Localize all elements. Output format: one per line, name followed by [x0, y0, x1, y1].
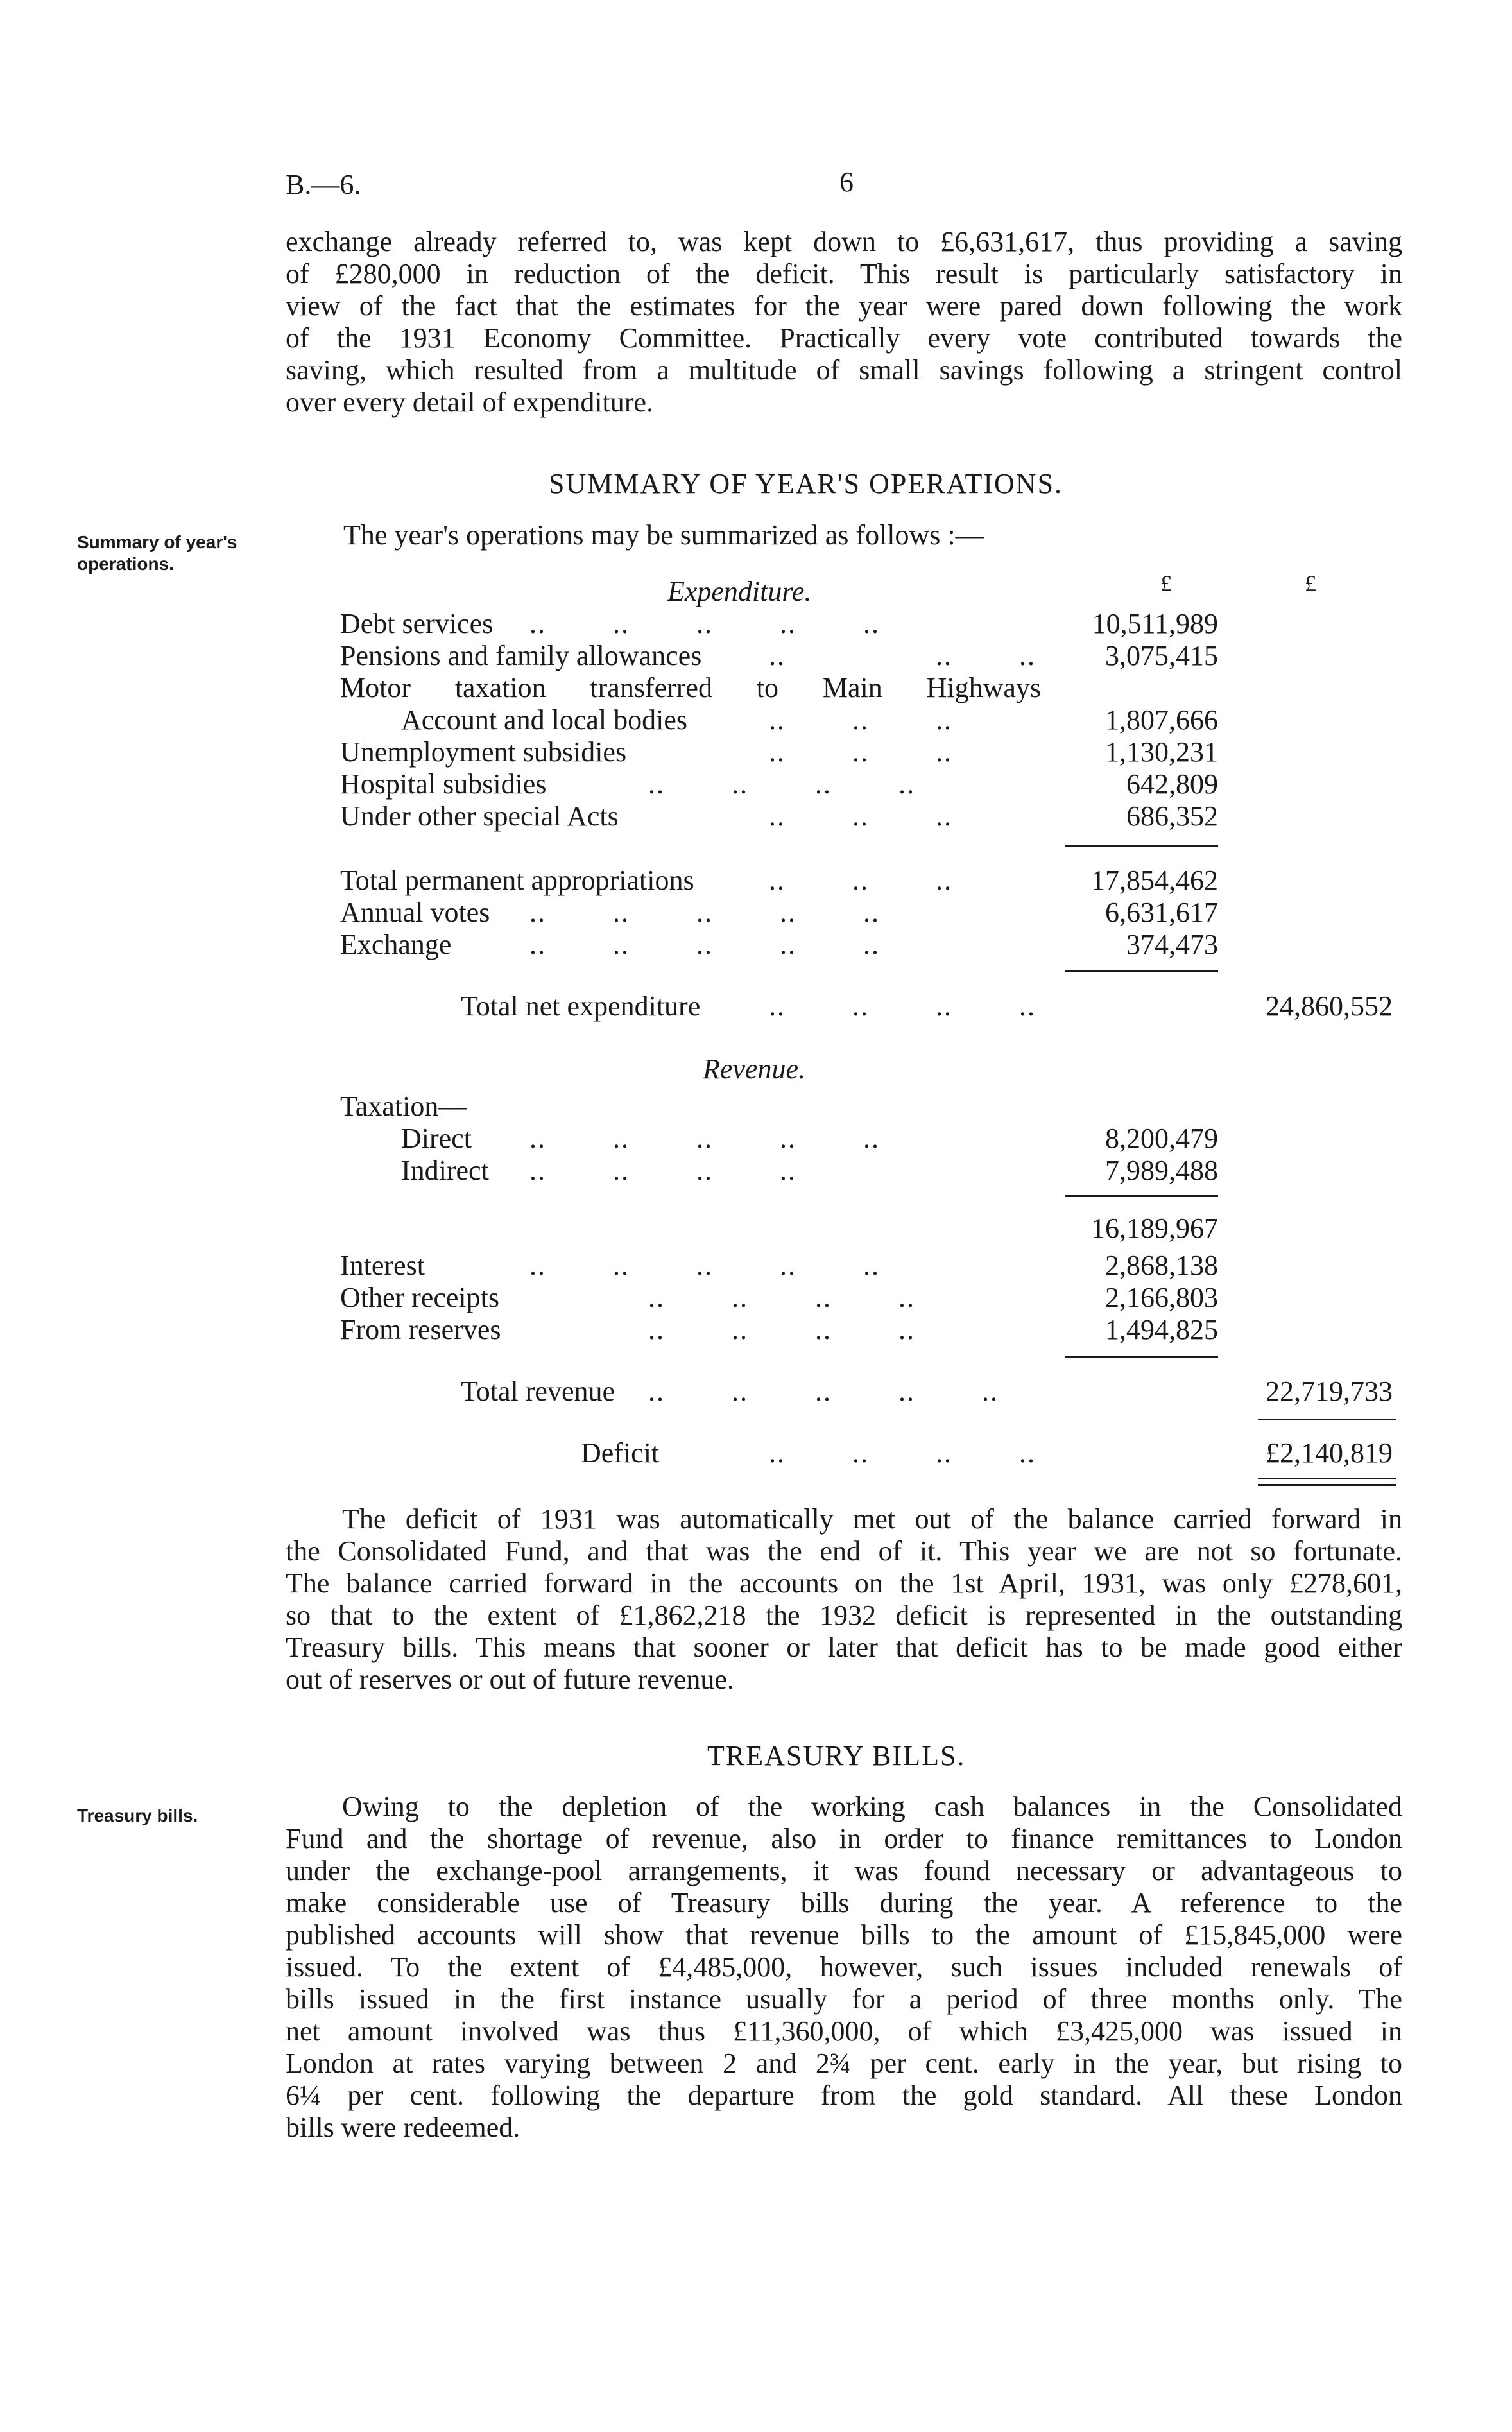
leader-dots: .. .. .. .. .. [529, 1250, 880, 1281]
leader-dots: .. .. .. [769, 800, 952, 832]
page-number: 6 [839, 166, 854, 198]
revenue-heading: Revenue. [703, 1053, 805, 1085]
double-rule-top [1258, 1478, 1396, 1479]
other-receipts-amount: 2,166,803 [1105, 1282, 1218, 1313]
exchange-label: Exchange [340, 929, 452, 960]
interest-amount: 2,868,138 [1105, 1250, 1218, 1281]
document-reference: B.—6. [286, 169, 361, 200]
margin-note-summary: Summary of year's operations. [77, 532, 237, 574]
indirect-label: Indirect [401, 1155, 489, 1186]
text-line: Fund and the shortage of revenue, also in order to finance remittances to London [286, 1823, 1402, 1854]
expenditure-amount: 642,809 [1126, 768, 1218, 800]
text-line: exchange already referred to, was kept down to £6,631,617, thus providing a saving [286, 226, 1402, 257]
text-line: Owing to the depletion of the working cash balances in the Consolidated [342, 1791, 1402, 1822]
from-reserves-amount: 1,494,825 [1105, 1314, 1218, 1345]
leader-dots: .. .. .. [769, 640, 1036, 671]
from-reserves-label: From reserves [340, 1314, 501, 1345]
text-line: published accounts will show that revenue bills to the amount of £15,845,000 were [286, 1919, 1402, 1951]
text-line: issued. To the extent of £4,485,000, however, such issues included renewals of [286, 1951, 1402, 1983]
expenditure-amount: 1,807,666 [1105, 704, 1218, 736]
interest-label: Interest [340, 1250, 425, 1281]
direct-label: Direct [401, 1123, 472, 1154]
subtotal-rule [1065, 970, 1218, 972]
total-revenue-amount: 22,719,733 [1266, 1376, 1393, 1407]
expenditure-heading: Expenditure. [667, 576, 812, 607]
text-line: under the exchange-pool arrangements, it was found necessary or advantageous to [286, 1855, 1402, 1886]
expenditure-label: Unemployment subsidies [340, 736, 627, 768]
text-line: bills were redeemed. [286, 2112, 520, 2143]
double-rule-bottom [1258, 1484, 1396, 1486]
deficit-paragraph [286, 1503, 1402, 1696]
expenditure-label: Hospital subsidies [340, 768, 547, 800]
total-net-expenditure-amount: 24,860,552 [1266, 990, 1393, 1022]
expenditure-amount: 3,075,415 [1105, 640, 1218, 671]
leader-dots: .. .. .. .. .. [648, 1376, 999, 1407]
expenditure-label: Pensions and family allowances [340, 640, 702, 671]
intro-paragraph [286, 226, 1402, 418]
annual-votes-amount: 6,631,617 [1105, 897, 1218, 928]
expenditure-amount: 10,511,989 [1092, 608, 1218, 639]
text-line: The deficit of 1931 was automatically met out of the balance carried forward in [342, 1503, 1402, 1535]
text-line: of the 1931 Economy Committee. Practically every vote contributed towards the [286, 322, 1402, 354]
total-net-expenditure-label: Total net expenditure [461, 990, 701, 1022]
subtotal-rule [1065, 1195, 1218, 1197]
text-line: over every detail of expenditure. [286, 386, 653, 418]
treasury-paragraph [286, 1791, 1402, 2144]
leader-dots: .. .. .. .. [769, 990, 1036, 1022]
direct-amount: 8,200,479 [1105, 1123, 1218, 1154]
annual-votes-label: Annual votes [340, 897, 490, 928]
expenditure-amount: 686,352 [1126, 800, 1218, 832]
expenditure-amount: 1,130,231 [1105, 736, 1218, 768]
summary-heading: SUMMARY OF YEAR'S OPERATIONS. [549, 468, 1063, 499]
deficit-label: Deficit [581, 1437, 660, 1469]
leader-dots: .. .. .. .. [648, 1282, 915, 1313]
total-rule [1258, 1419, 1396, 1420]
text-line: London at rates varying between 2 and 2¾ per cent. early in the year, but rising to [286, 2048, 1402, 2079]
deficit-amount: £2,140,819 [1266, 1437, 1393, 1469]
subtotal-rule [1065, 1356, 1218, 1358]
text-line: net amount involved was thus £11,360,000, of which £3,425,000 was issued in [286, 2015, 1402, 2047]
exchange-amount: 374,473 [1126, 929, 1218, 960]
subtotal-rule [1065, 845, 1218, 847]
treasury-heading: TREASURY BILLS. [707, 1740, 966, 1772]
text-line: saving, which resulted from a multitude of small savings following a stringent control [286, 354, 1402, 386]
leader-dots: .. .. .. .. [769, 1437, 1036, 1469]
expenditure-label: Motor taxation transferred to Main Highways [340, 672, 1041, 703]
text-line: view of the fact that the estimates for the year were pared down following the work [286, 290, 1402, 322]
currency-col2: £ [1305, 571, 1316, 596]
text-line: The balance carried forward in the accounts on the 1st April, 1931, was only £278,601, [286, 1567, 1402, 1599]
leader-dots: .. .. .. .. [648, 768, 915, 800]
summary-intro: The year's operations may be summarized as follows :— [343, 519, 984, 551]
expenditure-label-continued: Account and local bodies [401, 704, 687, 736]
total-revenue-label: Total revenue [461, 1376, 615, 1407]
taxation-label: Taxation— [340, 1091, 467, 1122]
text-line: out of reserves or out of future revenue. [286, 1664, 734, 1695]
leader-dots: .. .. .. .. .. [529, 897, 880, 928]
leader-dots: .. .. .. .. .. [529, 1123, 880, 1154]
leader-dots: .. .. .. [769, 865, 952, 896]
currency-col1: £ [1160, 571, 1172, 596]
text-line: make considerable use of Treasury bills during the year. A reference to the [286, 1887, 1402, 1919]
leader-dots: .. .. .. .. [648, 1314, 915, 1345]
leader-dots: .. .. .. .. .. [529, 929, 880, 960]
margin-note-treasury: Treasury bills. [77, 1806, 198, 1825]
text-line: 6¼ per cent. following the departure from the gold standard. All these London [286, 2080, 1402, 2111]
leader-dots: .. .. .. .. [529, 1155, 796, 1186]
leader-dots: .. .. .. .. .. [529, 608, 880, 639]
indirect-amount: 7,989,488 [1105, 1155, 1218, 1186]
leader-dots: .. .. .. [769, 704, 952, 736]
taxation-subtotal: 16,189,967 [1091, 1212, 1218, 1244]
expenditure-label: Under other special Acts [340, 800, 619, 832]
total-permanent-amount: 17,854,462 [1091, 865, 1218, 896]
text-line: of £280,000 in reduction of the deficit. This result is particularly satisfactory in [286, 258, 1402, 289]
expenditure-label: Debt services [340, 608, 494, 639]
total-permanent-label: Total permanent appropriations [340, 865, 694, 896]
leader-dots: .. .. .. [769, 736, 952, 768]
text-line: bills issued in the first instance usually for a period of three months only. The [286, 1983, 1402, 2015]
text-line: Treasury bills. This means that sooner or later that deficit has to be made good either [286, 1632, 1402, 1663]
text-line: the Consolidated Fund, and that was the end of it. This year we are not so fortunate. [286, 1535, 1402, 1567]
other-receipts-label: Other receipts [340, 1282, 499, 1313]
text-line: so that to the extent of £1,862,218 the 1932 deficit is represented in the outstanding [286, 1600, 1402, 1631]
